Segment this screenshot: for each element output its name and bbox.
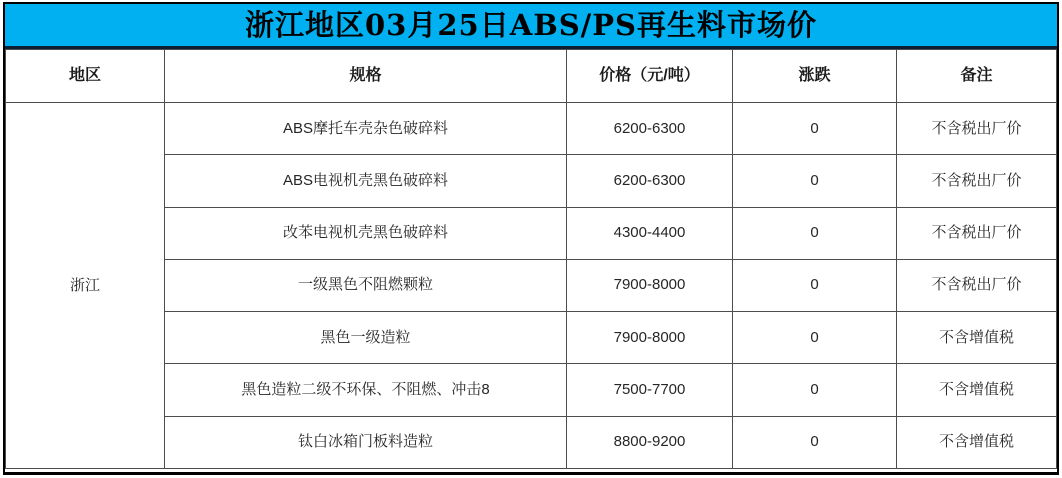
- change-cell: 0: [733, 259, 897, 311]
- region-cell: 浙江: [6, 103, 165, 469]
- change-cell: 0: [733, 207, 897, 259]
- price-cell: 4300-4400: [567, 207, 733, 259]
- price-sheet: [3, 2, 1059, 475]
- page-title: 浙江地区03月25日ABS/PS再生料市场价: [244, 7, 817, 42]
- price-cell: 6200-6300: [567, 103, 733, 155]
- note-cell: 不含税出厂价: [897, 259, 1057, 311]
- title-bar: [5, 4, 1057, 49]
- header-spec: 规格: [165, 50, 567, 103]
- header-change: 涨跌: [733, 50, 897, 103]
- header-price: 价格（元/吨）: [567, 50, 733, 103]
- spec-cell: ABS电视机壳黑色破碎料: [165, 155, 567, 207]
- note-cell: 不含增值税: [897, 312, 1057, 364]
- price-cell: 8800-9200: [567, 416, 733, 468]
- price-table: [5, 49, 1057, 469]
- header-note: 备注: [897, 50, 1057, 103]
- spec-cell: 黑色造粒二级不环保、不阻燃、冲击8: [165, 364, 567, 416]
- price-cell: 7900-8000: [567, 312, 733, 364]
- note-cell: 不含税出厂价: [897, 155, 1057, 207]
- note-cell: 不含税出厂价: [897, 103, 1057, 155]
- spec-cell: 一级黑色不阻燃颗粒: [165, 259, 567, 311]
- change-cell: 0: [733, 364, 897, 416]
- header-row: [6, 50, 1057, 103]
- change-cell: 0: [733, 103, 897, 155]
- note-cell: 不含税出厂价: [897, 207, 1057, 259]
- change-cell: 0: [733, 155, 897, 207]
- change-cell: 0: [733, 312, 897, 364]
- spec-cell: 钛白冰箱门板料造粒: [165, 416, 567, 468]
- spec-cell: ABS摩托车壳杂色破碎料: [165, 103, 567, 155]
- price-cell: 7900-8000: [567, 259, 733, 311]
- price-cell: 6200-6300: [567, 155, 733, 207]
- note-cell: 不含增值税: [897, 364, 1057, 416]
- spec-cell: 黑色一级造粒: [165, 312, 567, 364]
- spec-cell: 改苯电视机壳黑色破碎料: [165, 207, 567, 259]
- change-cell: 0: [733, 416, 897, 468]
- table-row: [6, 103, 1057, 155]
- price-cell: 7500-7700: [567, 364, 733, 416]
- note-cell: 不含增值税: [897, 416, 1057, 468]
- header-region: 地区: [6, 50, 165, 103]
